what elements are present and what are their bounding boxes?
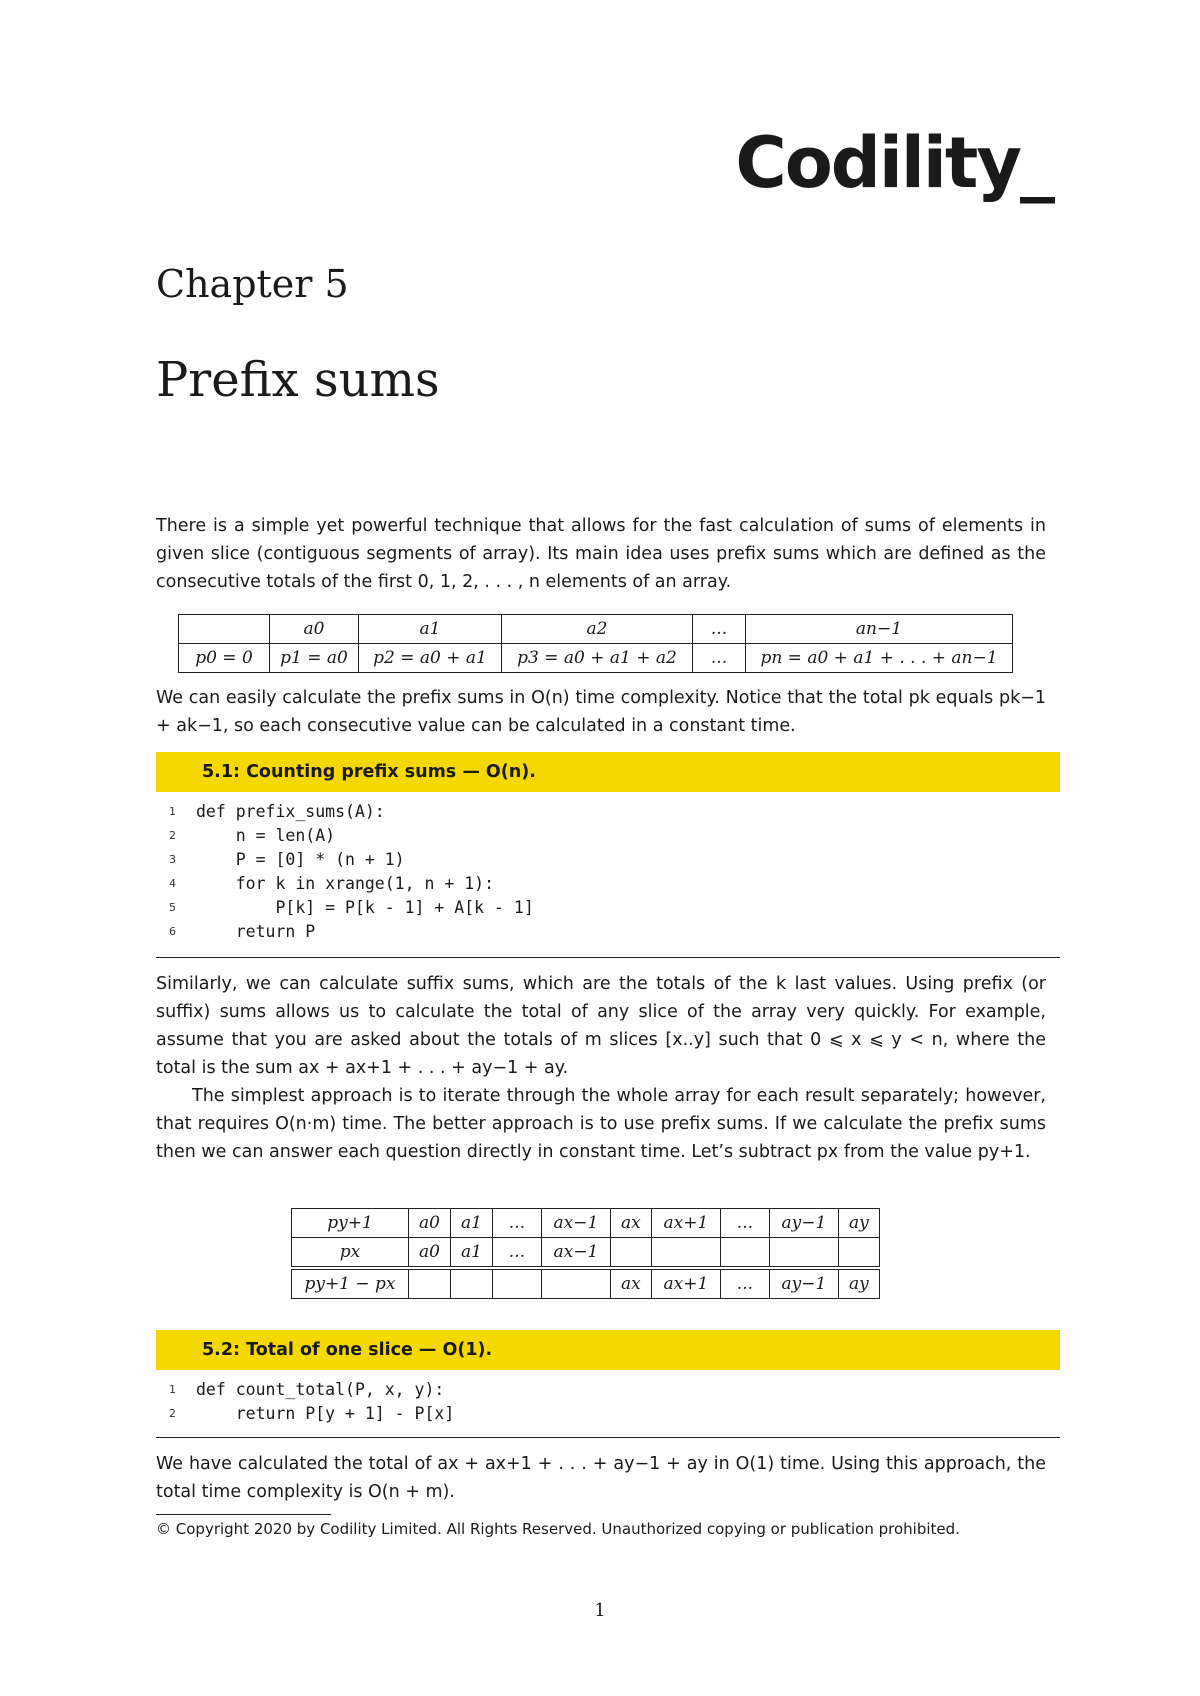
table-cell: ax−1 xyxy=(541,1209,610,1238)
table-cell: py+1 xyxy=(292,1209,409,1238)
table-cell: an−1 xyxy=(746,615,1013,644)
listing-header xyxy=(156,1330,1060,1370)
footnote-rule xyxy=(156,1514,331,1515)
code-line xyxy=(156,824,1060,848)
line-number: 6 xyxy=(169,925,176,938)
table-cell: pn = a0 + a1 + . . . + an−1 xyxy=(746,644,1013,673)
table-cell: ... xyxy=(693,615,746,644)
table-cell: ax−1 xyxy=(541,1238,610,1269)
listing-header xyxy=(156,752,1060,792)
chapter-label: Chapter 5 xyxy=(156,262,349,306)
line-number: 1 xyxy=(169,1383,176,1396)
codility-logo: Codility_ xyxy=(735,122,1053,204)
code-text: return P[y + 1] - P[x] xyxy=(196,1404,455,1423)
code-line xyxy=(156,896,1060,920)
table-cell: a0 xyxy=(270,615,359,644)
table-cell xyxy=(541,1268,610,1299)
table-cell: ... xyxy=(492,1238,541,1269)
table-row xyxy=(292,1238,880,1269)
table-cell xyxy=(610,1238,651,1269)
table-cell: ax xyxy=(610,1268,651,1299)
table-cell: a0 xyxy=(409,1209,451,1238)
approach-paragraph: The simplest approach is to iterate through the whole array for each result separately; however, that requires O(n·m) time. The better approach is to use prefix sums. If we calculate the prefix sums then we can answer each question directly in constant time. Let’s subtract px from the value py+1. xyxy=(156,1086,1046,1162)
table-cell xyxy=(492,1268,541,1299)
table-row xyxy=(292,1268,880,1299)
line-number: 1 xyxy=(169,805,176,818)
table-cell: ... xyxy=(693,644,746,673)
line-number: 5 xyxy=(169,901,176,914)
table-cell: px xyxy=(292,1238,409,1269)
table-cell xyxy=(838,1238,879,1269)
line-number: 2 xyxy=(169,829,176,842)
intro-paragraph: There is a simple yet powerful technique that allows for the fast calculation of sums of elements in given slice (contiguous segments of array). Its main idea uses prefix sums which are defined as the consecutive totals of the first 0, 1, 2, . . . , n elements of an array. xyxy=(156,516,1046,592)
code-text: return P xyxy=(196,922,316,941)
table-cell: ay−1 xyxy=(769,1268,838,1299)
line-number: 4 xyxy=(169,877,176,890)
code-text: for k in xrange(1, n + 1): xyxy=(196,874,495,893)
table-cell: a1 xyxy=(450,1209,492,1238)
table-cell: py+1 − px xyxy=(292,1268,409,1299)
listing-divider xyxy=(156,1437,1060,1438)
page-number: 1 xyxy=(594,1600,606,1621)
copyright-footnote: © Copyright 2020 by Codility Limited. All Rights Reserved. Unauthorized copying or publication prohibited. xyxy=(156,1520,960,1538)
suffix-paragraph: Similarly, we can calculate suffix sums, which are the totals of the k last values. Using prefix (or suffix) sums allows us to calculate the total of any slice of the array very quickly. For example, assume that you are asked about the totals of m slices [x..y] such that 0 ⩽ x ⩽ y < n, where the total is the sum ax + ax+1 + . . . + ay−1 + ay. xyxy=(156,974,1046,1078)
listing-title: 5.1: Counting prefix sums — O(n). xyxy=(202,762,536,782)
code-text: P[k] = P[k - 1] + A[k - 1] xyxy=(196,898,534,917)
table-cell: ax xyxy=(610,1209,651,1238)
table-cell: a1 xyxy=(359,615,502,644)
code-line xyxy=(156,1402,1060,1426)
code-line xyxy=(156,800,1060,824)
table-cell: a2 xyxy=(502,615,693,644)
table-cell: p3 = a0 + a1 + a2 xyxy=(502,644,693,673)
table-cell: ax+1 xyxy=(651,1268,720,1299)
prefix-table xyxy=(178,614,1013,673)
code-listing xyxy=(156,800,1060,944)
table-cell: a0 xyxy=(409,1238,451,1269)
table-cell: ay xyxy=(838,1209,879,1238)
slice-table xyxy=(291,1208,880,1299)
listing-title: 5.2: Total of one slice — O(1). xyxy=(202,1340,493,1360)
code-text: P = [0] * (n + 1) xyxy=(196,850,405,869)
listing-divider xyxy=(156,957,1060,958)
line-number: 3 xyxy=(169,853,176,866)
table-cell xyxy=(651,1238,720,1269)
chapter-title: Prefix sums xyxy=(156,352,440,408)
table-cell: ay−1 xyxy=(769,1209,838,1238)
table-cell: ay xyxy=(838,1268,879,1299)
table-cell xyxy=(409,1268,451,1299)
table-cell xyxy=(450,1268,492,1299)
table-cell: a1 xyxy=(450,1238,492,1269)
table-cell: ... xyxy=(720,1209,769,1238)
table-row xyxy=(179,644,1013,673)
code-line xyxy=(156,1378,1060,1402)
code-line xyxy=(156,920,1060,944)
code-text: def prefix_sums(A): xyxy=(196,802,385,821)
code-text: def count_total(P, x, y): xyxy=(196,1380,445,1399)
code-text: n = len(A) xyxy=(196,826,336,845)
table-cell: ax+1 xyxy=(651,1209,720,1238)
complexity-paragraph: We can easily calculate the prefix sums in O(n) time complexity. Notice that the total pk equals pk−1 + ak−1, so each consecutive value can be calculated in a constant time. xyxy=(156,688,1046,736)
table-cell xyxy=(769,1238,838,1269)
code-line xyxy=(156,848,1060,872)
table-cell xyxy=(179,615,270,644)
line-number: 2 xyxy=(169,1407,176,1420)
table-row xyxy=(179,615,1013,644)
code-listing xyxy=(156,1378,1060,1426)
code-line xyxy=(156,872,1060,896)
result-paragraph: We have calculated the total of ax + ax+1 + . . . + ay−1 + ay in O(1) time. Using this approach, the total time complexity is O(n + m). xyxy=(156,1454,1046,1502)
table-cell: p1 = a0 xyxy=(270,644,359,673)
table-cell xyxy=(720,1238,769,1269)
table-row xyxy=(292,1209,880,1238)
table-cell: ... xyxy=(720,1268,769,1299)
table-cell: ... xyxy=(492,1209,541,1238)
table-cell: p2 = a0 + a1 xyxy=(359,644,502,673)
table-cell: p0 = 0 xyxy=(179,644,270,673)
